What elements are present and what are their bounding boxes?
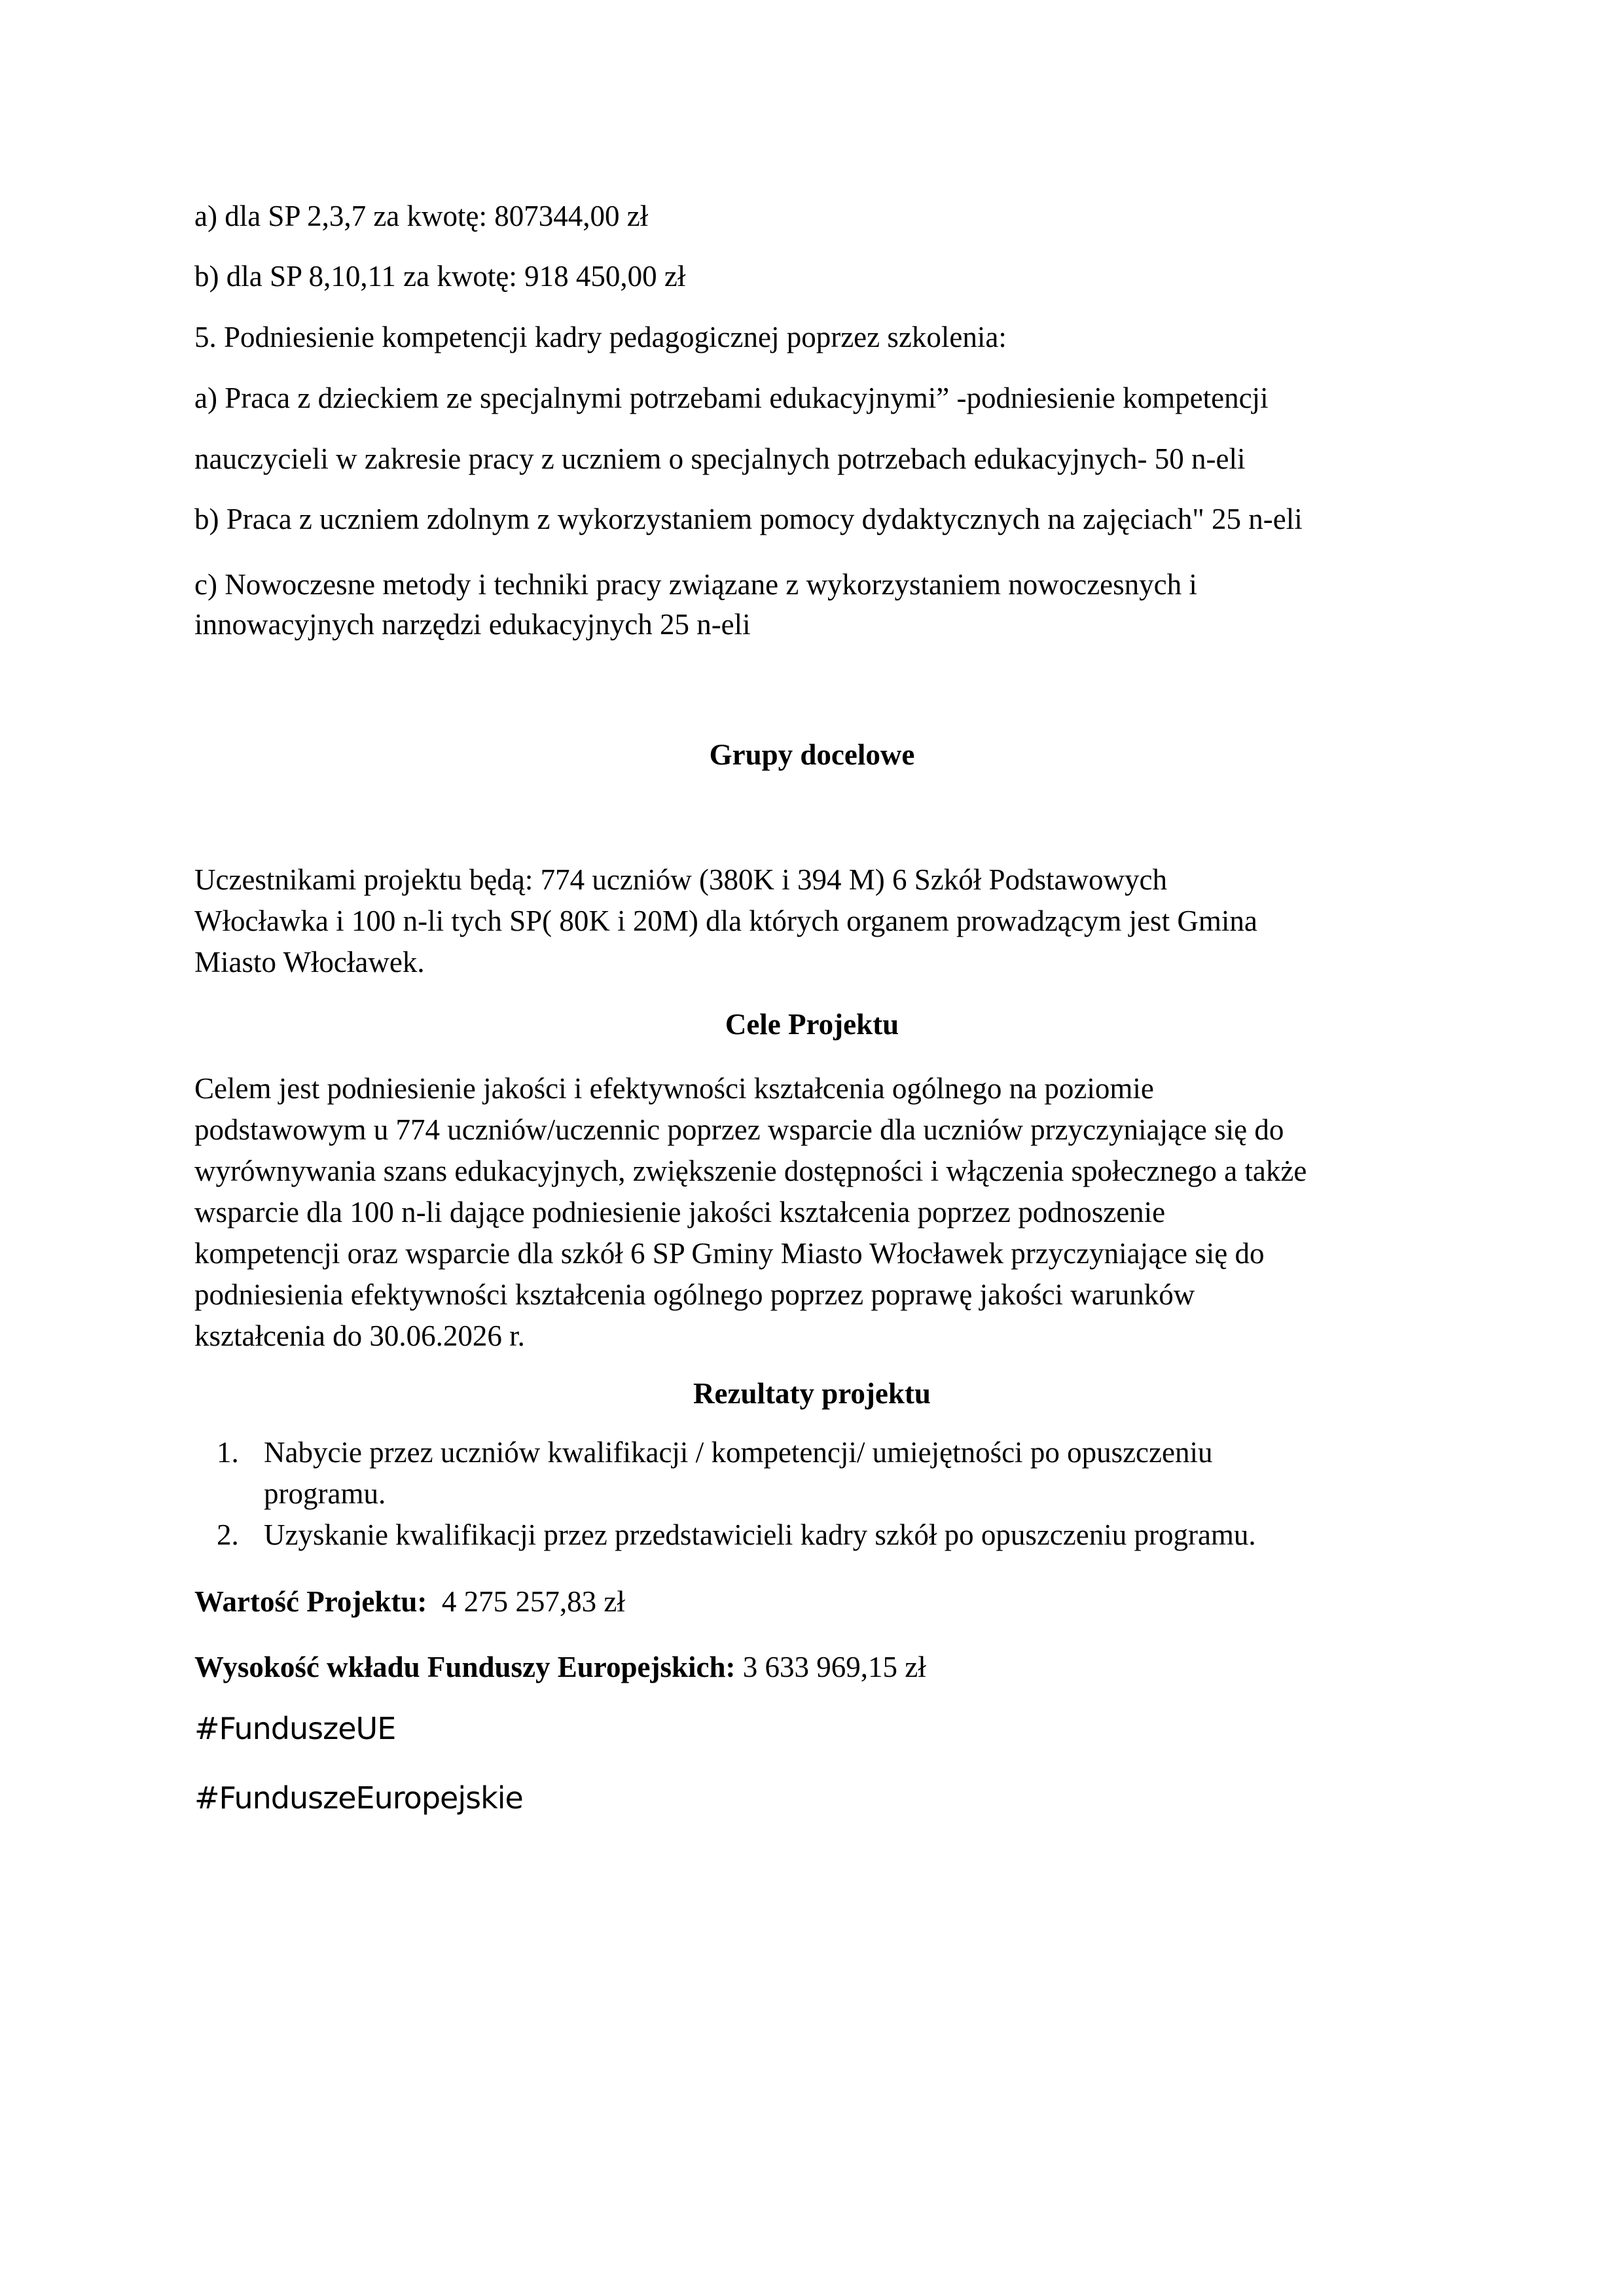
list-number: 2.: [217, 1518, 239, 1551]
goals-paragraph: [194, 1068, 1477, 1357]
goals-line: podniesienia efektywności kształcenia ogólnego poprzez poprawę jakości warunków: [194, 1278, 1195, 1311]
result-1-line-2: programu.: [264, 1477, 386, 1510]
training-a-line-2: nauczycieli w zakresie pracy z uczniem o specjalnych potrzebach edukacyjnych- 50 n-eli: [194, 442, 1246, 475]
hashtag-fundusze-europejskie[interactable]: #FunduszeEuropejskie: [194, 1780, 523, 1816]
eu-contribution: [194, 1653, 926, 1682]
item-a-sp-237: a) dla SP 2,3,7 za kwotę: 807344,00 zł: [194, 200, 649, 232]
target-groups-line: Uczestnikami projektu będą: 774 uczniów (380K i 394 M) 6 Szkół Podstawowych: [194, 863, 1167, 896]
results-list: [194, 1432, 1477, 1556]
project-value-label: Wartość Projektu:: [194, 1585, 427, 1618]
training-b: b) Praca z uczniem zdolnym z wykorzystaniem pomocy dydaktycznych na zajęciach" 25 n-eli: [194, 503, 1303, 535]
goals-line: kształcenia do 30.06.2026 r.: [194, 1319, 525, 1352]
target-groups-line: Włocławka i 100 n-li tych SP( 80K i 20M) dla których organem prowadzącym jest Gmina: [194, 905, 1257, 937]
project-value-amount: 4 275 257,83 zł: [441, 1585, 625, 1618]
goals-line: podstawowym u 774 uczniów/uczennic poprzez wsparcie dla uczniów przyczyniające się do: [194, 1113, 1284, 1146]
goals-line: kompetencji oraz wsparcie dla szkół 6 SP Gminy Miasto Włocławek przyczyniające się do: [194, 1237, 1265, 1270]
eu-contribution-amount: 3 633 969,15 zł: [742, 1651, 926, 1683]
training-c: [194, 564, 1477, 645]
list-number: 1.: [217, 1436, 239, 1469]
training-c-line-1: c) Nowoczesne metody i techniki pracy związane z wykorzystaniem nowoczesnych i: [194, 568, 1197, 601]
goals-line: wsparcie dla 100 n-li dające podniesienie jakości kształcenia poprzez podnoszenie: [194, 1196, 1166, 1229]
training-a-line-1: a) Praca z dzieckiem ze specjalnymi potrzebami edukacyjnymi” -podniesienie kompetencji: [194, 382, 1269, 414]
results-list-item: [194, 1515, 1477, 1556]
project-value: [194, 1587, 625, 1617]
goals-line: wyrównywania szans edukacyjnych, zwiększenie dostępności i włączenia społecznego a także: [194, 1155, 1307, 1187]
target-groups-heading: Grupy docelowe: [709, 738, 915, 771]
item-b-sp-81011: b) dla SP 8,10,11 za kwotę: 918 450,00 zł: [194, 260, 686, 293]
target-groups-paragraph: [194, 859, 1477, 983]
goals-heading: Cele Projektu: [725, 1008, 899, 1041]
target-groups-line: Miasto Włocławek.: [194, 946, 425, 978]
goals-line: Celem jest podniesienie jakości i efektywności kształcenia ogólnego na poziomie: [194, 1072, 1154, 1105]
result-2-line-1: Uzyskanie kwalifikacji przez przedstawicieli kadry szkół po opuszczeniu programu.: [264, 1518, 1256, 1551]
eu-contribution-label: Wysokość wkładu Funduszy Europejskich:: [194, 1651, 736, 1683]
results-list-item: [194, 1432, 1477, 1515]
training-c-line-2: innowacyjnych narzędzi edukacyjnych 25 n-eli: [194, 608, 751, 641]
section-5-heading: 5. Podniesienie kompetencji kadry pedagogicznej poprzez szkolenia:: [194, 321, 1007, 353]
results-heading: Rezultaty projektu: [693, 1377, 931, 1410]
result-1-line-1: Nabycie przez uczniów kwalifikacji / kompetencji/ umiejętności po opuszczeniu: [264, 1436, 1213, 1469]
hashtag-fundusze-ue[interactable]: #FunduszeUE: [194, 1711, 396, 1746]
